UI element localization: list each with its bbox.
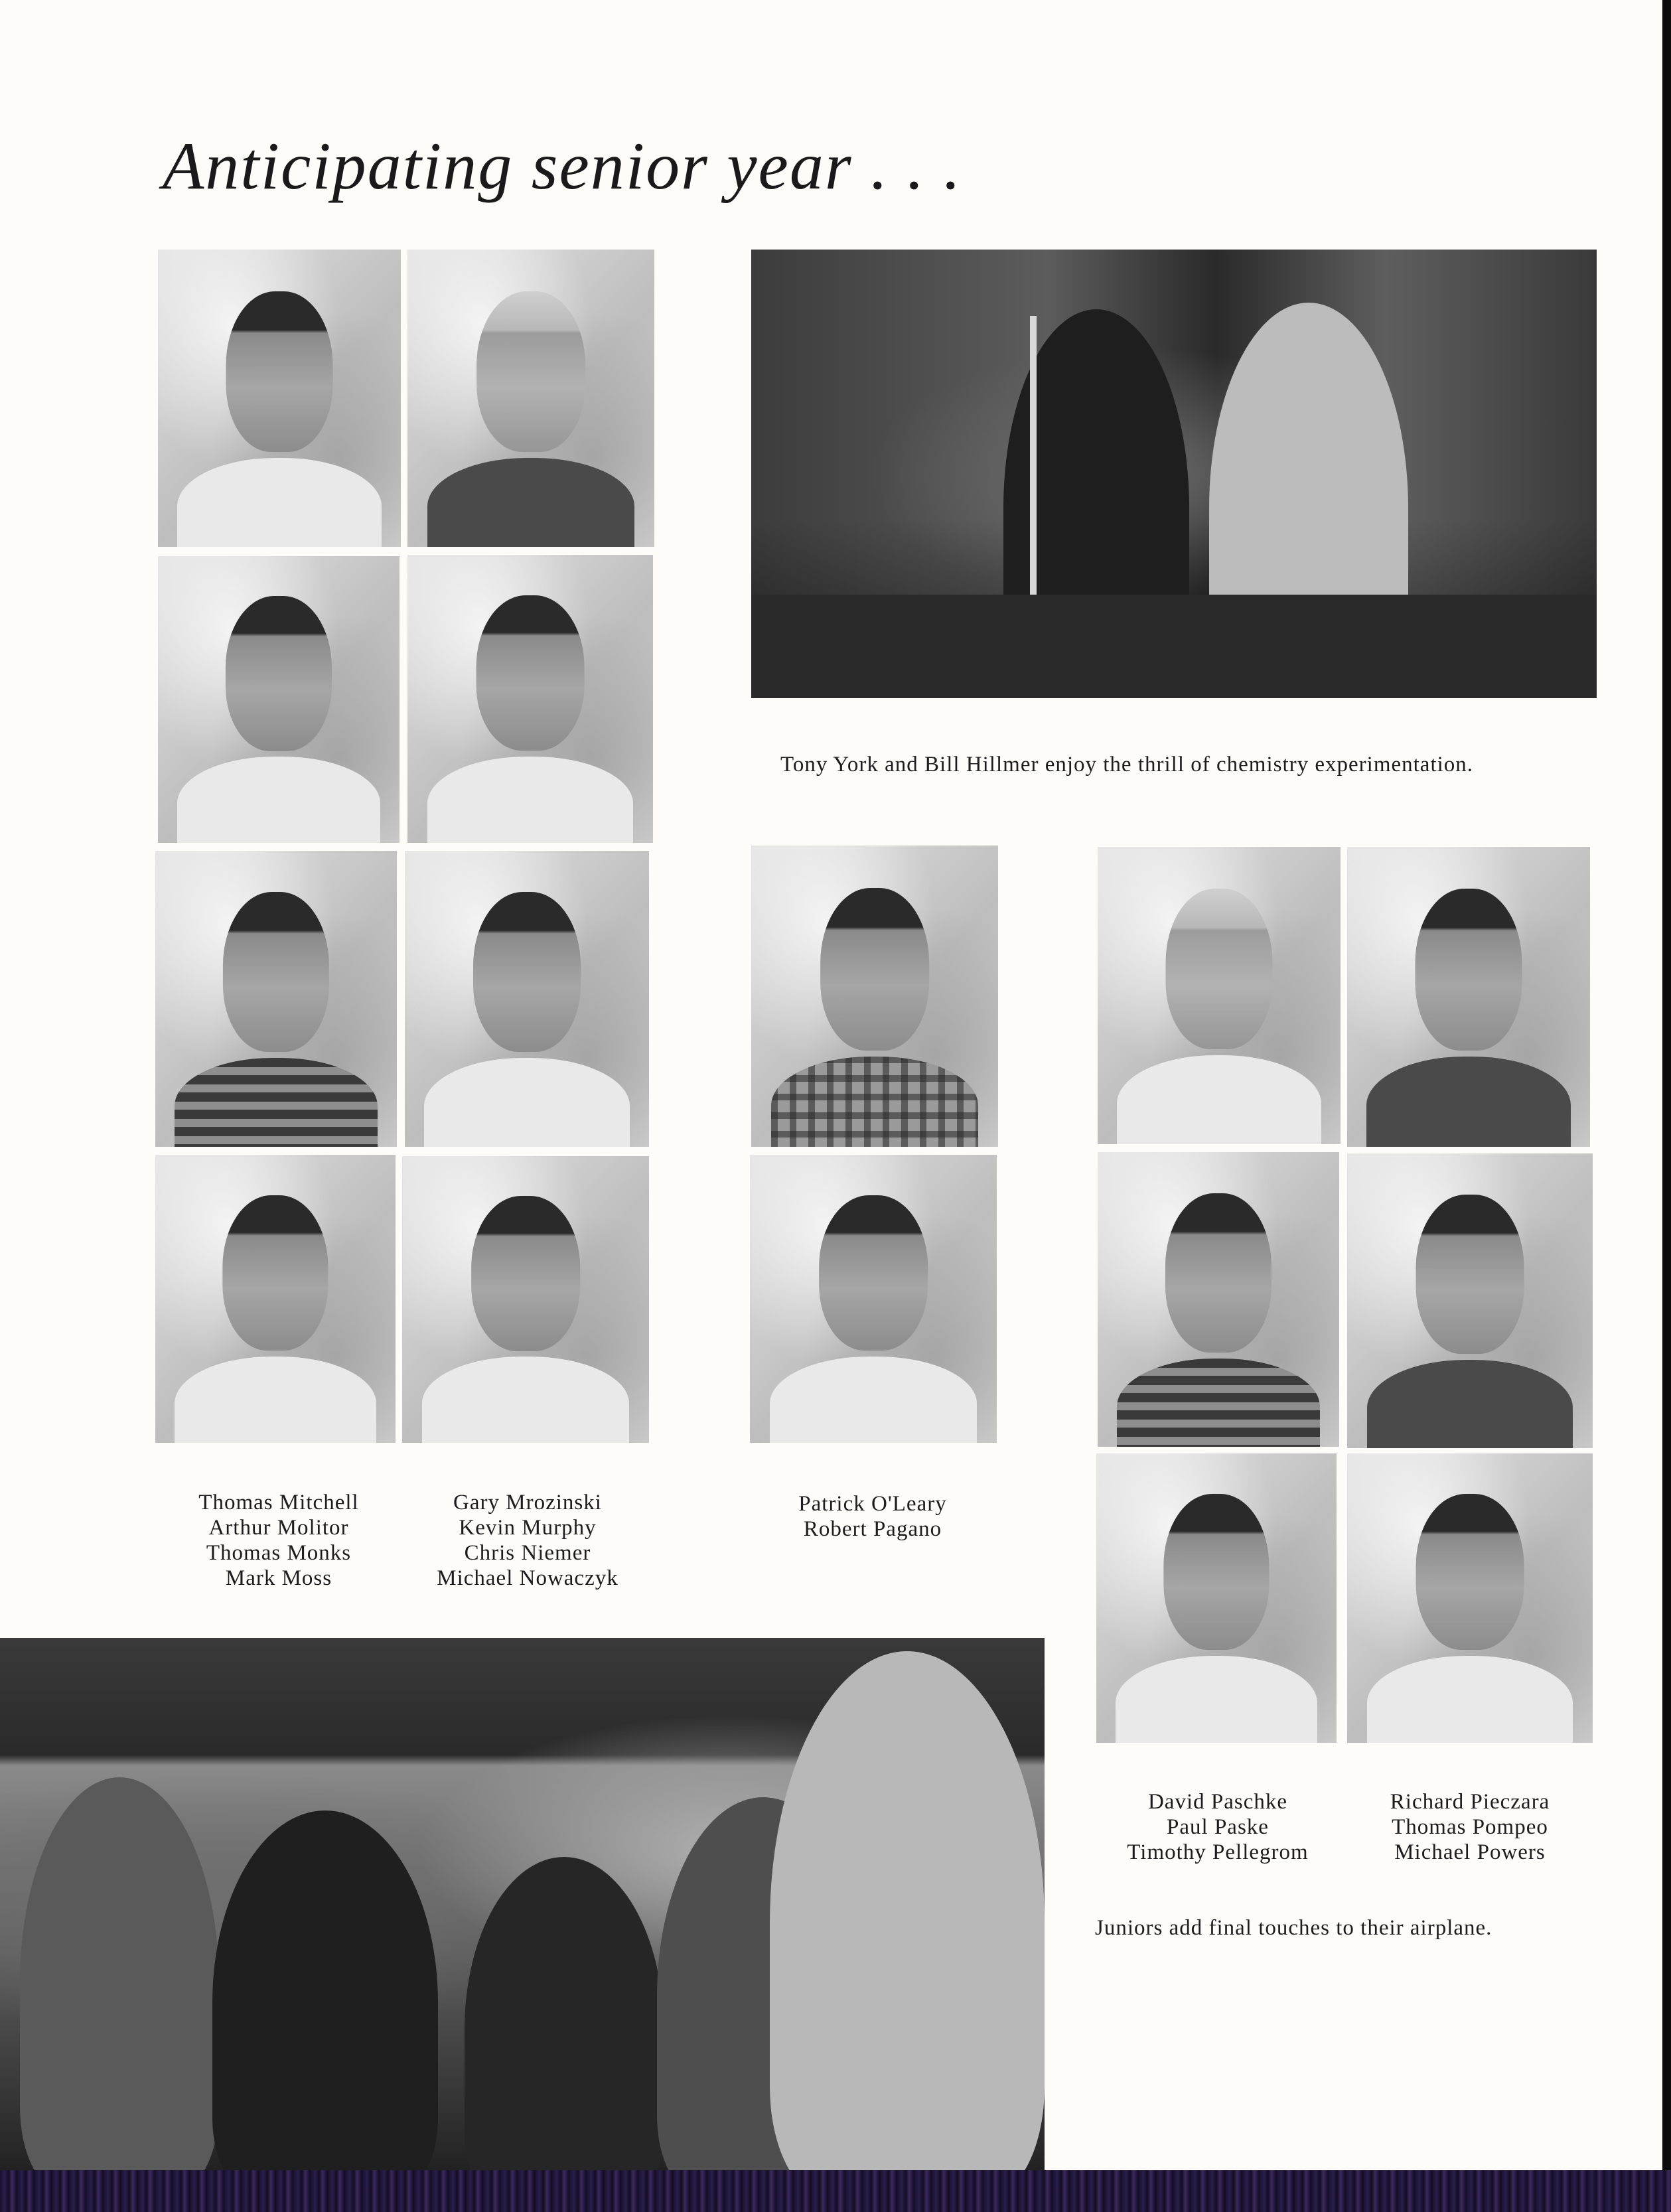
chemistry-caption: Tony York and Bill Hillmer enjoy the thrill of chemistry experimentation. xyxy=(780,753,1474,776)
portrait-photo xyxy=(158,556,400,843)
portrait-head xyxy=(1165,1193,1271,1353)
student-name: Michael Powers xyxy=(1394,1840,1546,1864)
portrait-head xyxy=(226,596,332,751)
portrait-shoulders xyxy=(177,458,381,547)
portrait-head xyxy=(1416,1195,1524,1354)
portrait-head xyxy=(1416,1494,1524,1650)
student-name: Thomas Mitchell xyxy=(198,1491,359,1514)
portrait-photo xyxy=(155,1155,396,1443)
portrait-head xyxy=(1165,889,1272,1049)
portrait-shoulders xyxy=(427,458,634,547)
portrait-head xyxy=(222,1195,328,1351)
portrait-shoulders xyxy=(1117,1359,1320,1447)
portrait-shoulders xyxy=(1367,1360,1573,1448)
student-name: Thomas Pompeo xyxy=(1392,1815,1548,1839)
portrait-head xyxy=(1415,889,1522,1051)
portrait-head xyxy=(476,595,585,751)
name-list xyxy=(770,1491,976,1542)
portrait-shoulders xyxy=(175,1058,378,1147)
portrait-shoulders xyxy=(175,1357,376,1443)
student-figure xyxy=(20,1777,219,2170)
student-name: Timothy Pellegrom xyxy=(1127,1840,1309,1864)
student-figure xyxy=(212,1810,438,2170)
portrait-shoulders xyxy=(427,757,634,843)
portrait-head xyxy=(820,888,929,1051)
name-list xyxy=(418,1490,637,1591)
student-name: Patrick O'Leary xyxy=(798,1492,947,1516)
airplane-build-photo xyxy=(0,1638,1045,2170)
portrait-head xyxy=(473,892,581,1052)
portrait-photo xyxy=(1347,1153,1593,1448)
portrait-shoulders xyxy=(1366,1057,1570,1147)
portrait-photo xyxy=(751,846,998,1147)
scan-edge xyxy=(1662,0,1671,2212)
student-name: Richard Pieczara xyxy=(1390,1790,1550,1814)
portrait-shoulders xyxy=(770,1357,977,1443)
student-name: Paul Paske xyxy=(1167,1815,1269,1839)
portrait-photo xyxy=(1347,847,1590,1147)
student-name: Kevin Murphy xyxy=(459,1516,597,1540)
portrait-head xyxy=(223,892,329,1052)
portrait-shoulders xyxy=(177,757,380,843)
portrait-head xyxy=(476,291,585,452)
name-list xyxy=(1108,1789,1327,1865)
student-name: Robert Pagano xyxy=(803,1517,942,1541)
portrait-shoulders xyxy=(771,1057,978,1147)
student-name: Thomas Monks xyxy=(206,1541,352,1565)
lab-bench xyxy=(751,595,1597,698)
name-list xyxy=(1364,1789,1576,1865)
portrait-head xyxy=(471,1196,580,1351)
airplane-caption: Juniors add final touches to their airplane. xyxy=(1095,1916,1492,1940)
portrait-photo xyxy=(407,555,653,843)
portrait-photo xyxy=(405,851,649,1147)
portrait-photo xyxy=(1098,847,1341,1144)
portrait-photo xyxy=(1098,1152,1339,1447)
portrait-photo xyxy=(155,851,397,1147)
portrait-shoulders xyxy=(424,1058,629,1147)
portrait-photo xyxy=(402,1156,649,1443)
student-name: David Paschke xyxy=(1147,1790,1288,1814)
portrait-photo xyxy=(158,250,401,547)
page-title: Anticipating senior year . . . xyxy=(163,129,962,204)
portrait-photo xyxy=(1347,1453,1593,1743)
portrait-shoulders xyxy=(422,1357,629,1443)
portrait-shoulders xyxy=(1117,1055,1321,1144)
portrait-photo xyxy=(407,250,654,547)
portrait-head xyxy=(819,1195,928,1351)
scan-strip xyxy=(0,2170,1671,2212)
portrait-shoulders xyxy=(1116,1656,1317,1743)
student-name: Gary Mrozinski xyxy=(453,1491,602,1514)
name-list xyxy=(173,1490,385,1591)
student-figure xyxy=(770,1651,1045,2170)
chemistry-lab-photo xyxy=(751,250,1597,698)
student-name: Mark Moss xyxy=(225,1566,332,1590)
portrait-head xyxy=(226,291,332,452)
student-name: Michael Nowaczyk xyxy=(437,1566,618,1590)
student-figure xyxy=(465,1857,664,2170)
portrait-photo xyxy=(1096,1453,1337,1743)
portrait-photo xyxy=(750,1155,997,1443)
student-name: Chris Niemer xyxy=(464,1541,591,1565)
student-name: Arthur Molitor xyxy=(208,1516,349,1540)
portrait-shoulders xyxy=(1367,1656,1573,1743)
portrait-head xyxy=(1163,1494,1269,1650)
